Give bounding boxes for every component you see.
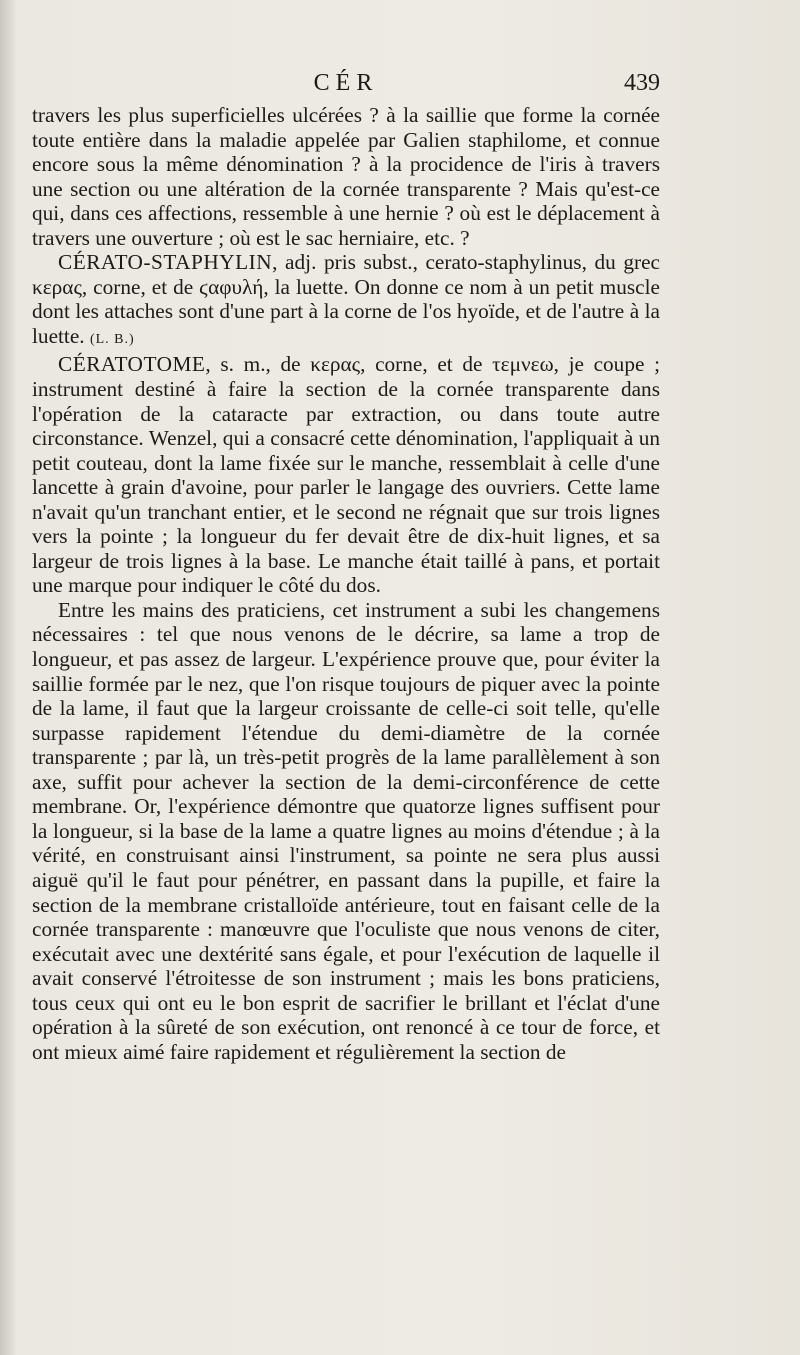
page-header [32, 68, 660, 102]
paragraph: Entre les mains des praticiens, cet instrument a subi les changemens nécessaires : tel que nous venons de le décrire, sa lame a trop de longueur, et pas assez de largeur. L'expérience prouve que, pour éviter la saillie formée par le nez, que l'on risque toujours de piquer avec la pointe de la lame, il faut que la largeur croissante de celle-ci soit telle, qu'elle surpasse rapidement l'étendue du demi-diamètre de la cornée transparente ; par là, un très-petit progrès de la lame parallèlement à son axe, suffit pour achever la section de la demi-circonférence de cette membrane. Or, l'expérience démontre que quatorze lignes suffisent pour la longueur, si la base de la lame a quatre lignes au moins d'étendue ; à la vérité, en construisant ainsi l'instrument, sa pointe ne sera plus aussi aiguë qu'il le faut pour pénétrer, en passant dans la pupille, et faire la section de la membrane cristalloïde antérieure, tout en faisant celle de la cornée transparente : manœuvre que l'oculiste que nous venons de citer, exécutait avec une dextérité sans égale, et pour l'exécution de laquelle il avait conservé l'étroitesse de son instrument ; mais les bons praticiens, tous ceux qui ont eu le bon esprit de sacrifier le brillant et l'éclat d'une opération à la sûreté de son exécution, ont renoncé à ce tour de force, et ont mieux aimé faire rapidement et régulièrement la section de [32, 597, 660, 1064]
entry-ceratotome [32, 352, 660, 597]
entry-headword: CÉRATO-STAPHYLIN [58, 250, 273, 275]
entry-headword: CÉRATOTOME [58, 352, 206, 377]
entry-definition: , s. m., de κερας, corne, et de τεμνεω, je coupe ; instrument destiné à faire la section de la cornée transparente dans l'opération de la cataracte par extraction, ou dans toute autre circonstance. Wenzel, qui a consacré cette dénomination, l'appliquait à un petit couteau, dont la lame fixée sur le manche, ressemblait à celle d'une lancette à grain d'avoine, pour parler le langage des ouvriers. Cette lame n'avait qu'un tranchant entier, et le second ne régnait que sur trois lignes vers la pointe ; la longueur du fer devait être de dix-huit lignes, et sa largeur de trois lignes à la base. Le manche était taillé à pans, et portait une marque pour indiquer le côté du dos. [32, 352, 660, 598]
body-text [32, 103, 660, 1064]
page-number: 439 [624, 70, 660, 96]
paragraph-continuation: travers les plus superficielles ulcérées ? à la saillie que forme la cornée toute entière dans la maladie appelée par Galien staphilome, et connue encore sous la même dénomination ? à la procidence de l'iris à travers une section ou une altération de la cornée transparente ? Mais qu'est-ce qui, dans ces affections, ressemble à une hernie ? où est le déplacement à travers une ouverture ; où est le sac herniaire, etc. ? [32, 103, 660, 250]
entry-definition: , adj. pris subst., cerato-staphylinus, du grec κερας, corne, et de ϛαφυλή, la luette. On donne ce nom à un petit muscle dont les attaches sont d'une part à la corne de l'os hyoïde, et de l'autre à la luette. [32, 250, 660, 348]
entry-cerato-staphylin [32, 250, 660, 352]
running-head: CÉR [313, 70, 379, 96]
page-gutter [0, 0, 14, 1355]
author-signature: (L. B.) [89, 331, 135, 347]
